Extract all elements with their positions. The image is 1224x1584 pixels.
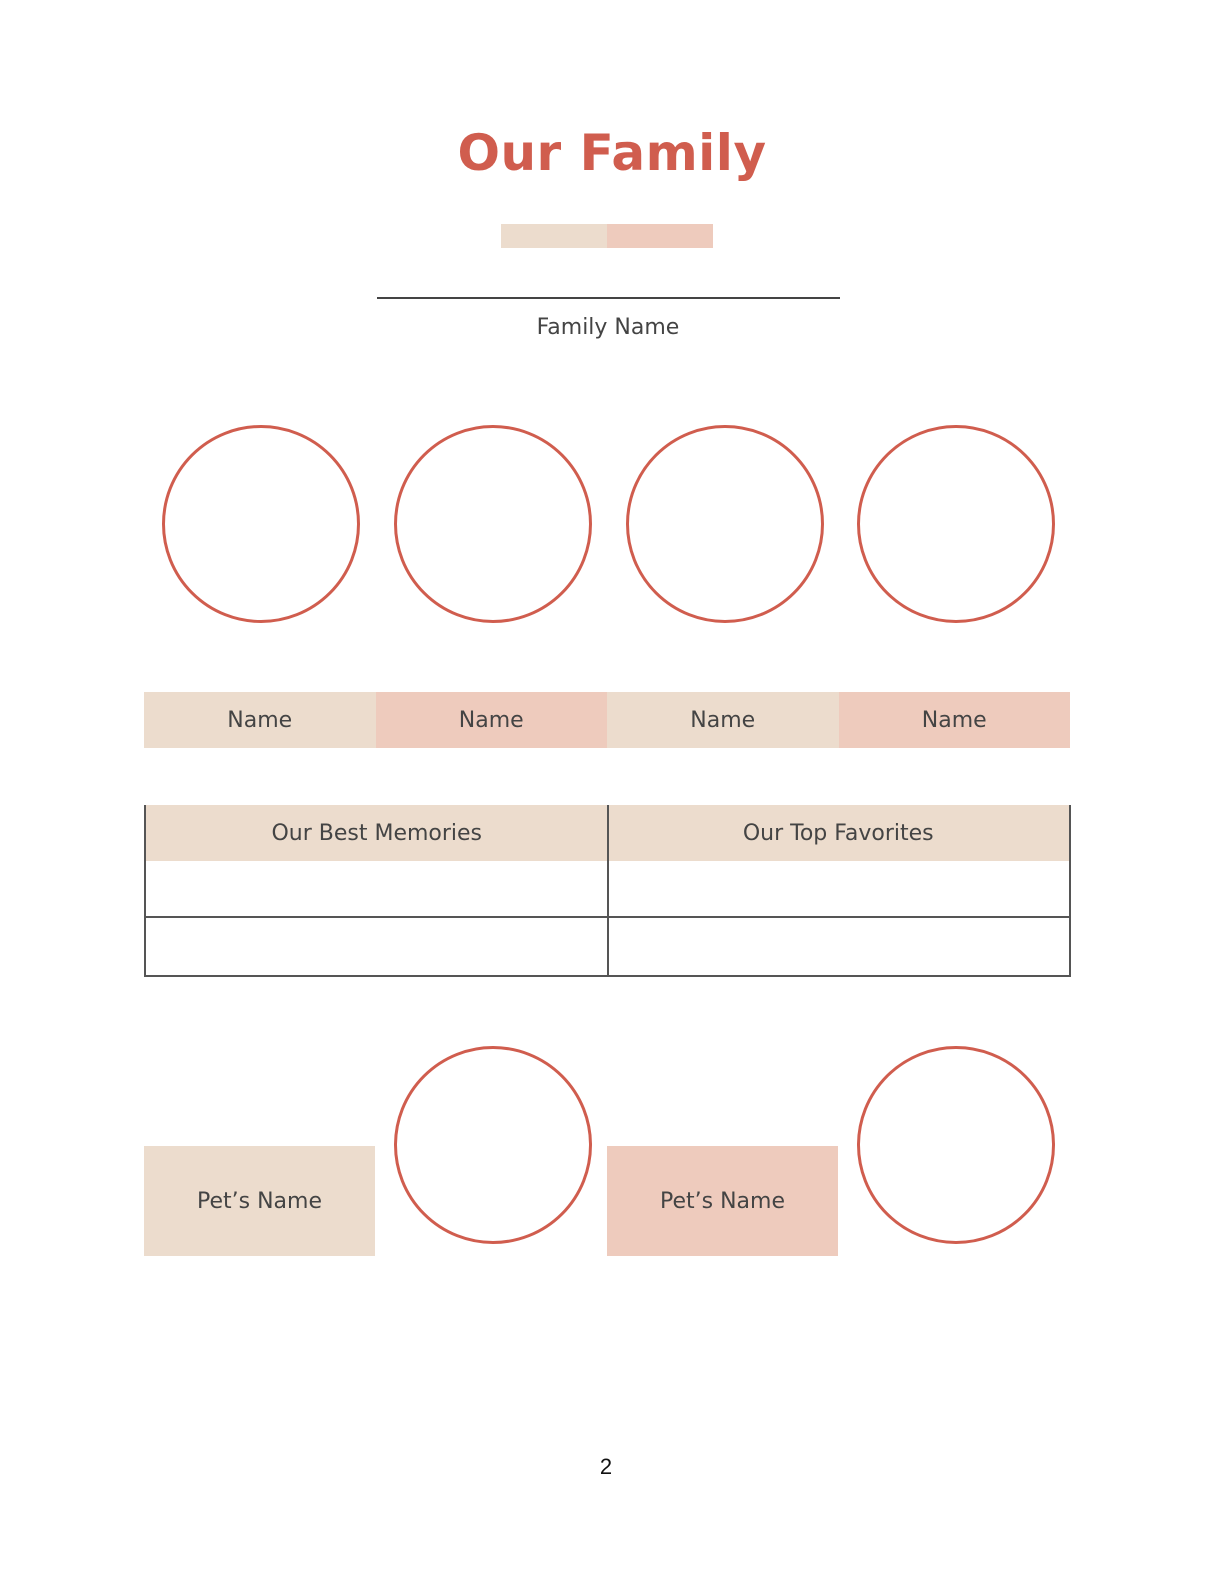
table-header-favorites: Our Top Favorites xyxy=(608,805,1070,861)
page-title: Our Family xyxy=(457,124,767,182)
pet-name-label: Pet’s Name xyxy=(660,1188,785,1214)
table-cell[interactable] xyxy=(146,861,607,916)
color-swatch-pink xyxy=(607,224,713,248)
pet-name-box xyxy=(607,1146,838,1256)
member-name-label: Name xyxy=(376,692,608,748)
member-photo-circle xyxy=(857,425,1055,623)
color-swatch-beige xyxy=(501,224,607,248)
memories-favorites-table xyxy=(144,805,1071,977)
pet-name-label: Pet’s Name xyxy=(197,1188,322,1214)
table-cell[interactable] xyxy=(609,861,1069,916)
member-name-label: Name xyxy=(839,692,1071,748)
member-photo-circle xyxy=(162,425,360,623)
pet-photo-circle xyxy=(394,1046,592,1244)
pet-photo-circle xyxy=(857,1046,1055,1244)
member-name-row xyxy=(144,692,1070,748)
family-name-label: Family Name xyxy=(536,315,680,340)
member-photo-circle xyxy=(394,425,592,623)
pet-name-box xyxy=(144,1146,375,1256)
member-photo-circle xyxy=(626,425,824,623)
page-number: 2 xyxy=(599,1454,613,1479)
table-cell[interactable] xyxy=(609,918,1069,975)
table-header-memories: Our Best Memories xyxy=(146,805,608,861)
member-name-label: Name xyxy=(144,692,376,748)
family-name-line[interactable] xyxy=(377,297,840,299)
table-cell[interactable] xyxy=(146,918,607,975)
member-name-label: Name xyxy=(607,692,839,748)
